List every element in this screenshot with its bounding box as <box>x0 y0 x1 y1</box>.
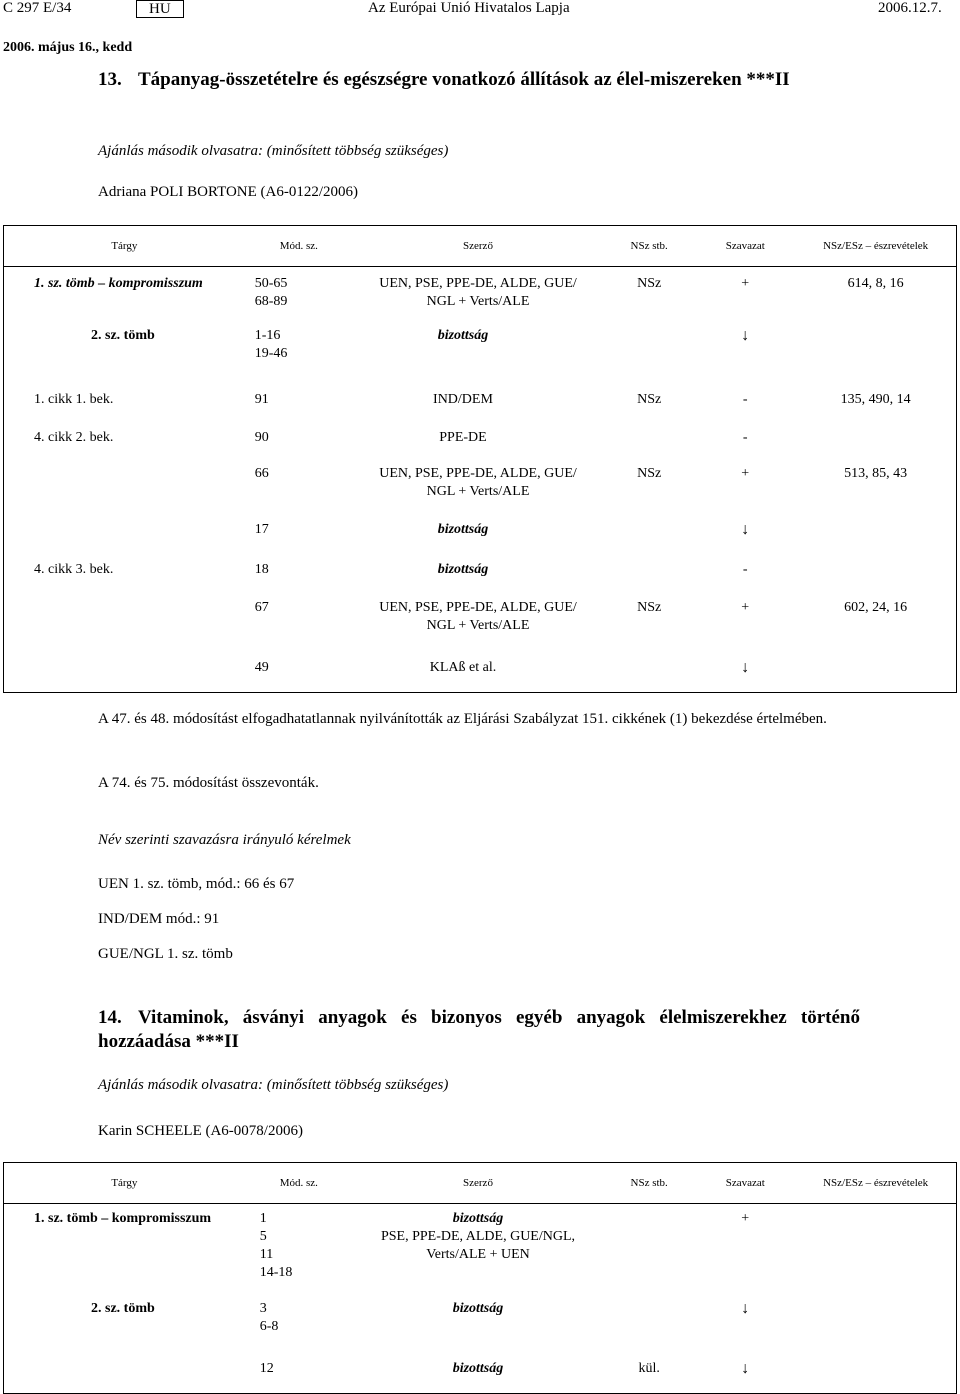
section-13-rapporteur: Adriana POLI BORTONE (A6-0122/2006) <box>98 184 359 200</box>
journal-title: Az Európai Unió Hivatalos Lapja <box>368 0 570 16</box>
section-13-number: 13. <box>98 69 122 90</box>
rcv-item: IND/DEM mód.: 91 <box>98 911 220 927</box>
row-rcv: NSz <box>637 276 662 291</box>
table-header-row <box>4 226 957 267</box>
down-arrow-icon: ↓ <box>741 1299 750 1317</box>
row-remarks <box>795 655 956 693</box>
row-amendment: 50-65 68-89 <box>254 276 288 309</box>
vote-table-1 <box>3 225 957 693</box>
row-rcv: NSz <box>637 599 662 615</box>
subject-text: 1. sz. tömb – kompromisszum <box>34 276 203 291</box>
rcv-item: UEN 1. sz. tömb, mód.: 66 és 67 <box>98 876 295 892</box>
row-vote: - <box>742 561 748 577</box>
row-remarks: 602, 24, 16 <box>844 599 908 615</box>
journal-date: 2006.12.7. <box>878 0 942 16</box>
row-subject: 4. cikk 2. bek. <box>34 429 114 445</box>
journal-reference: C 297 E/34 <box>3 0 72 16</box>
col-vote: Szavazat <box>695 226 795 267</box>
row-author: bizottság <box>437 327 489 343</box>
row-remarks: 614, 8, 16 <box>847 276 904 291</box>
row-amendment: 67 <box>254 599 269 615</box>
row-remarks: 513, 85, 43 <box>844 465 908 481</box>
inadmissible-note: A 47. és 48. módosítást elfogadhatatlannak nyilvánították az Eljárási Szabályzat 151. cikkének (1) bekezdése értelmében. <box>98 711 827 727</box>
author-groups: PSE, PPE-DE, ALDE, GUE/NGL, Verts/ALE + UEN <box>380 1229 576 1262</box>
row-author: UEN, PSE, PPE-DE, ALDE, GUE/ NGL + Verts/ALE <box>379 599 577 633</box>
row-subject <box>4 1356 245 1394</box>
row-rcv <box>603 1204 695 1300</box>
row-vote: - <box>742 391 748 407</box>
merged-note: A 74. és 75. módosítást összevonták. <box>98 775 319 791</box>
row-amendment: 1 5 11 14-18 <box>259 1211 293 1280</box>
row-amendment: 90 <box>254 429 269 445</box>
row-amendment: 18 <box>254 561 269 577</box>
down-arrow-icon: ↓ <box>741 658 750 676</box>
row-remarks <box>795 559 956 599</box>
section-14-title <box>98 1006 860 1054</box>
row-author: bizottság <box>437 561 489 577</box>
table-header-row <box>4 1163 957 1204</box>
table-row <box>4 1300 957 1356</box>
sitting-date: 2006. május 16., kedd <box>3 40 133 55</box>
row-amendment: 66 <box>254 465 269 481</box>
row-amendment: 3 6-8 <box>259 1300 279 1334</box>
row-rcv: kül. <box>638 1360 660 1376</box>
row-rcv <box>603 423 695 461</box>
section-13-title-text: Tápanyag-összetételre és egészségre vonatkozó állítások az élel-miszereken ***II <box>138 69 790 90</box>
col-rcv: NSz stb. <box>603 226 695 267</box>
col-rcv: NSz stb. <box>603 1163 695 1204</box>
row-author: IND/DEM <box>433 391 493 407</box>
row-subject: 2. sz. tömb <box>91 1300 155 1316</box>
table-row <box>4 385 957 423</box>
row-remarks <box>795 423 956 461</box>
row-author: UEN, PSE, PPE-DE, ALDE, GUE/ NGL + Verts/ALE <box>379 465 577 499</box>
row-author: bizottság <box>452 1360 504 1376</box>
row-rcv <box>603 519 695 559</box>
row-subject: 1. cikk 1. bek. <box>34 391 114 407</box>
row-subject: 4. cikk 3. bek. <box>34 561 114 577</box>
table-row <box>4 423 957 461</box>
col-remarks: NSz/ESz – észrevételek <box>795 1163 956 1204</box>
row-rcv <box>603 327 695 385</box>
col-author: Szerző <box>353 1163 603 1204</box>
row-amendment: 17 <box>254 521 269 537</box>
section-14-title-text: Vitaminok, ásványi anyagok és bizonyos egyéb anyagok élelmiszerekhez történő hozzáadása ***II <box>98 1007 860 1052</box>
row-amendment: 49 <box>254 659 269 675</box>
row-rcv: NSz <box>637 391 662 407</box>
row-subject: 2. sz. tömb <box>91 327 155 343</box>
col-vote: Szavazat <box>695 1163 795 1204</box>
row-author: PPE-DE <box>439 429 487 445</box>
table-row <box>4 267 957 327</box>
table-row <box>4 327 957 385</box>
journal-header <box>0 0 960 18</box>
section-14-rapporteur: Karin SCHEELE (A6-0078/2006) <box>98 1123 303 1139</box>
row-rcv <box>603 1300 695 1356</box>
section-13-title <box>98 68 860 92</box>
down-arrow-icon: ↓ <box>741 520 750 538</box>
row-vote: + <box>741 276 750 291</box>
row-vote: + <box>741 599 750 615</box>
down-arrow-icon: ↓ <box>741 326 750 344</box>
row-remarks <box>795 1204 956 1300</box>
table-row <box>4 461 957 519</box>
row-subject <box>4 461 245 519</box>
row-author: KLAß et al. <box>429 659 497 675</box>
row-subject <box>4 599 245 655</box>
row-remarks <box>795 1356 956 1394</box>
row-subject <box>4 519 245 559</box>
row-vote: - <box>742 429 748 445</box>
table-row <box>4 559 957 599</box>
col-subject: Tárgy <box>4 226 245 267</box>
row-subject: 1. sz. tömb – kompromisszum <box>34 1211 212 1226</box>
row-author: UEN, PSE, PPE-DE, ALDE, GUE/ NGL + Verts/ALE <box>379 276 577 309</box>
row-vote: + <box>741 465 750 481</box>
row-remarks <box>795 327 956 385</box>
row-rcv <box>603 559 695 599</box>
down-arrow-icon: ↓ <box>741 1359 750 1377</box>
vote-table-2 <box>3 1162 957 1394</box>
row-rcv: NSz <box>637 465 662 481</box>
table-row <box>4 1356 957 1394</box>
table-row <box>4 1204 957 1300</box>
row-amendment: 1-16 19-46 <box>254 327 288 361</box>
col-amendment: Mód. sz. <box>245 226 353 267</box>
row-author <box>353 1204 603 1300</box>
rcv-item: GUE/NGL 1. sz. tömb <box>98 946 233 962</box>
row-remarks: 135, 490, 14 <box>840 391 911 407</box>
author-committee: bizottság <box>452 1211 504 1226</box>
row-vote: + <box>741 1211 750 1226</box>
table-row <box>4 655 957 693</box>
table-row <box>4 519 957 559</box>
row-subject <box>4 267 245 327</box>
section-13-recommendation: Ajánlás második olvasatra: (minősített többség szükséges) <box>98 143 449 159</box>
row-rcv <box>603 655 695 693</box>
row-remarks <box>795 519 956 559</box>
section-14-recommendation: Ajánlás második olvasatra: (minősített többség szükséges) <box>98 1077 449 1093</box>
row-amendment: 12 <box>259 1360 274 1376</box>
row-amendment: 91 <box>254 391 269 407</box>
table-row <box>4 599 957 655</box>
col-remarks: NSz/ESz – észrevételek <box>795 226 956 267</box>
col-subject: Tárgy <box>4 1163 245 1204</box>
row-subject <box>4 655 245 693</box>
col-amendment: Mód. sz. <box>245 1163 353 1204</box>
row-author: bizottság <box>437 521 489 537</box>
language-badge: HU <box>136 0 184 18</box>
row-author: bizottság <box>452 1300 504 1316</box>
row-remarks <box>795 1300 956 1356</box>
rcv-heading: Név szerinti szavazásra irányuló kérelmek <box>98 832 351 848</box>
section-14-number: 14. <box>98 1007 122 1028</box>
col-author: Szerző <box>353 226 603 267</box>
